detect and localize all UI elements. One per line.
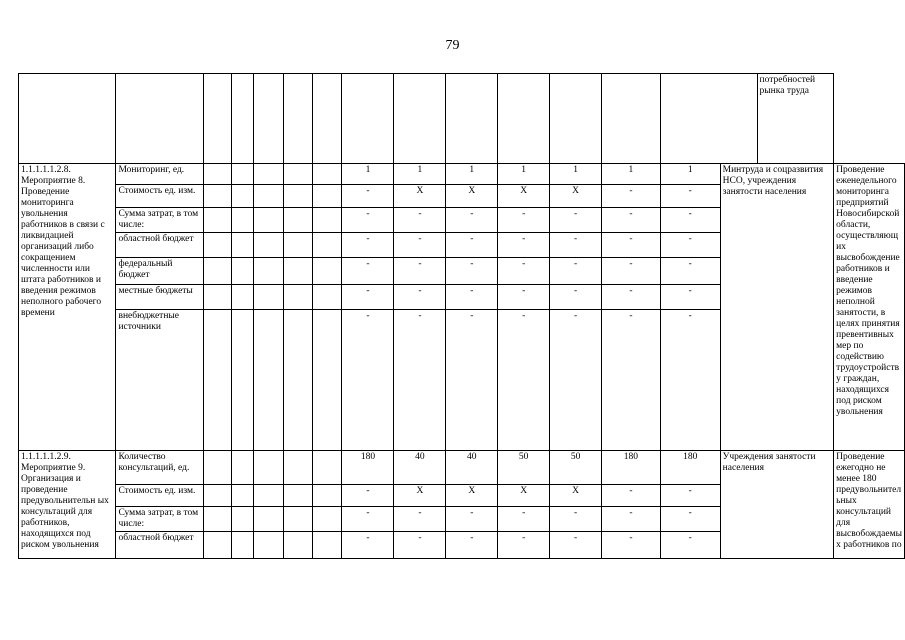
executor-cell: Минтруда и соцразвития НСО, учреждения занятости населения <box>720 164 834 451</box>
empty-cell <box>253 285 283 310</box>
empty-cell <box>203 532 231 559</box>
empty-cell <box>283 451 312 485</box>
indicator-name: Стоимость ед. изм. <box>116 185 203 208</box>
value-cell: X <box>446 485 498 507</box>
value-cell: X <box>550 485 602 507</box>
value-cell: - <box>394 310 446 451</box>
value-cell: - <box>550 310 602 451</box>
empty-cell <box>313 507 342 532</box>
empty-cell <box>313 285 342 310</box>
empty-cell <box>232 164 254 185</box>
plan-table <box>18 73 905 559</box>
empty-cell <box>203 208 231 233</box>
indicator-name: Сумма затрат, в том числе: <box>116 208 203 233</box>
table-row <box>19 451 905 485</box>
value-cell: - <box>394 208 446 233</box>
value-cell: - <box>660 485 720 507</box>
empty-cell <box>203 164 231 185</box>
value-cell: 180 <box>342 451 394 485</box>
continuation-row <box>19 74 905 164</box>
plan-table-body <box>19 74 905 559</box>
empty-cell <box>253 485 283 507</box>
empty-cell <box>232 233 254 258</box>
empty-cell <box>253 208 283 233</box>
value-cell: - <box>550 285 602 310</box>
value-cell: - <box>602 285 661 310</box>
value-cell: - <box>446 208 498 233</box>
value-cell: - <box>342 285 394 310</box>
value-cell: - <box>446 258 498 285</box>
empty-cell <box>232 507 254 532</box>
empty-cell <box>253 310 283 451</box>
empty-cell <box>283 258 312 285</box>
value-cell: X <box>394 185 446 208</box>
table-row <box>19 164 905 185</box>
empty-cell <box>232 310 254 451</box>
value-cell: X <box>498 485 550 507</box>
empty-cell <box>283 310 312 451</box>
value-cell: - <box>498 208 550 233</box>
empty-cell <box>342 74 394 164</box>
value-cell: - <box>660 507 720 532</box>
value-cell: - <box>550 233 602 258</box>
value-cell: - <box>550 258 602 285</box>
empty-cell <box>313 164 342 185</box>
value-cell: - <box>498 310 550 451</box>
value-cell: - <box>602 485 661 507</box>
value-cell: - <box>602 532 661 559</box>
value-cell: - <box>660 185 720 208</box>
value-cell: - <box>660 532 720 559</box>
empty-cell <box>313 74 342 164</box>
empty-cell <box>232 285 254 310</box>
result-text: потребностей рынка труда <box>757 74 834 164</box>
value-cell: 40 <box>446 451 498 485</box>
value-cell: - <box>602 233 661 258</box>
value-cell: - <box>342 485 394 507</box>
indicator-name: федеральный бюджет <box>116 258 203 285</box>
indicator-name: Мониторинг, ед. <box>116 164 203 185</box>
value-cell: - <box>342 258 394 285</box>
empty-cell <box>19 74 116 164</box>
value-cell: 180 <box>660 451 720 485</box>
value-cell: - <box>602 185 661 208</box>
value-cell: - <box>394 285 446 310</box>
value-cell: - <box>394 258 446 285</box>
value-cell: X <box>446 185 498 208</box>
empty-cell <box>232 485 254 507</box>
value-cell: 1 <box>660 164 720 185</box>
empty-cell <box>283 164 312 185</box>
empty-cell <box>253 258 283 285</box>
result-cell: Проведение ежегодно не менее 180 предувольнител ьных консультаций для высвобождаемы х работников по <box>834 451 905 559</box>
indicator-name: областной бюджет <box>116 233 203 258</box>
value-cell: X <box>394 485 446 507</box>
empty-cell <box>253 532 283 559</box>
empty-cell <box>253 74 283 164</box>
activity-name: 1.1.1.1.1.2.9. Мероприятие 9. Организация и проведение предувольнительн ых консультаций для работников, находящихся под риском увольнения <box>19 451 116 559</box>
value-cell: - <box>660 208 720 233</box>
value-cell: - <box>660 285 720 310</box>
value-cell: - <box>602 208 661 233</box>
value-cell: - <box>394 532 446 559</box>
empty-cell <box>203 185 231 208</box>
empty-cell <box>394 74 446 164</box>
value-cell: - <box>550 532 602 559</box>
empty-cell <box>313 208 342 233</box>
value-cell: 1 <box>550 164 602 185</box>
empty-cell <box>203 310 231 451</box>
indicator-name: внебюджетные источники <box>116 310 203 451</box>
value-cell: - <box>446 532 498 559</box>
empty-cell <box>283 74 312 164</box>
page-number: 79 <box>445 38 460 53</box>
value-cell: - <box>446 310 498 451</box>
empty-cell <box>283 485 312 507</box>
empty-cell <box>232 258 254 285</box>
value-cell: - <box>550 208 602 233</box>
empty-cell <box>283 233 312 258</box>
value-cell: - <box>342 233 394 258</box>
value-cell: 1 <box>498 164 550 185</box>
value-cell: - <box>394 233 446 258</box>
empty-cell <box>602 74 661 164</box>
value-cell: 50 <box>498 451 550 485</box>
empty-cell <box>203 507 231 532</box>
empty-cell <box>283 185 312 208</box>
empty-cell <box>660 74 757 164</box>
empty-cell <box>203 451 231 485</box>
value-cell: - <box>660 233 720 258</box>
value-cell: - <box>342 185 394 208</box>
value-cell: - <box>342 507 394 532</box>
empty-cell <box>313 485 342 507</box>
empty-cell <box>313 233 342 258</box>
empty-cell <box>116 74 203 164</box>
value-cell: - <box>498 285 550 310</box>
empty-cell <box>550 74 602 164</box>
empty-cell <box>232 74 254 164</box>
empty-cell <box>253 507 283 532</box>
empty-cell <box>283 532 312 559</box>
value-cell: - <box>446 507 498 532</box>
value-cell: - <box>342 310 394 451</box>
value-cell: - <box>602 258 661 285</box>
value-cell: - <box>660 258 720 285</box>
value-cell: - <box>498 532 550 559</box>
indicator-name: Количество консультаций, ед. <box>116 451 203 485</box>
empty-cell <box>203 258 231 285</box>
indicator-name: Стоимость ед. изм. <box>116 485 203 507</box>
value-cell: - <box>498 233 550 258</box>
empty-cell <box>253 451 283 485</box>
empty-cell <box>253 233 283 258</box>
activity-name: 1.1.1.1.1.2.8. Мероприятие 8. Проведение мониторинга увольнения работников в связи с ликвидацией организаций либо сокращением численности или штата работников и введения режимов неполного рабочего времени <box>19 164 116 451</box>
empty-cell <box>203 74 231 164</box>
value-cell: - <box>394 507 446 532</box>
empty-cell <box>313 532 342 559</box>
value-cell: - <box>342 208 394 233</box>
empty-cell <box>313 451 342 485</box>
empty-cell <box>283 507 312 532</box>
empty-cell <box>203 285 231 310</box>
value-cell: 180 <box>602 451 661 485</box>
value-cell: - <box>660 310 720 451</box>
value-cell: - <box>550 507 602 532</box>
executor-cell: Учреждения занятости населения <box>720 451 834 559</box>
empty-cell <box>313 310 342 451</box>
value-cell: - <box>498 507 550 532</box>
empty-cell <box>253 185 283 208</box>
value-cell: X <box>550 185 602 208</box>
empty-cell <box>446 74 498 164</box>
indicator-name: местные бюджеты <box>116 285 203 310</box>
empty-cell <box>203 233 231 258</box>
empty-cell <box>313 258 342 285</box>
value-cell: X <box>498 185 550 208</box>
empty-cell <box>232 451 254 485</box>
value-cell: 1 <box>394 164 446 185</box>
empty-cell <box>498 74 550 164</box>
value-cell: - <box>446 285 498 310</box>
empty-cell <box>283 208 312 233</box>
result-cell: Проведение еженедельного мониторинга предприятий Новосибирской области, осуществляющ их высвобождение работников и введение режимов неполной занятости, в целях принятия превентивных мер по содействию трудоустройств у граждан, находящихся под риском увольнения <box>834 164 905 451</box>
value-cell: 40 <box>394 451 446 485</box>
value-cell: 1 <box>342 164 394 185</box>
empty-cell <box>232 208 254 233</box>
value-cell: 50 <box>550 451 602 485</box>
indicator-name: областной бюджет <box>116 532 203 559</box>
empty-cell <box>283 285 312 310</box>
empty-cell <box>232 185 254 208</box>
value-cell: - <box>342 532 394 559</box>
value-cell: - <box>498 258 550 285</box>
value-cell: 1 <box>602 164 661 185</box>
empty-cell <box>313 185 342 208</box>
empty-cell <box>253 164 283 185</box>
indicator-name: Сумма затрат, в том числе: <box>116 507 203 532</box>
value-cell: 1 <box>446 164 498 185</box>
empty-cell <box>203 485 231 507</box>
value-cell: - <box>446 233 498 258</box>
value-cell: - <box>602 507 661 532</box>
value-cell: - <box>602 310 661 451</box>
empty-cell <box>232 532 254 559</box>
